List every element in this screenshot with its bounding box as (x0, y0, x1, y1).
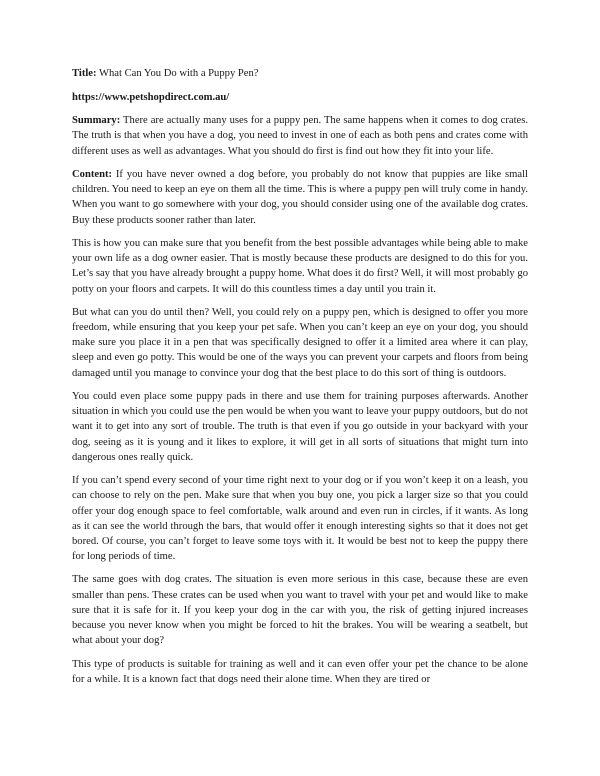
body-paragraph-1: This is how you can make sure that you benefit from the best possible advantages while being able to make your own life as a dog owner easier. That is mostly because these products are designed to do this for you. Let’s say that you have already brought a puppy home. What does it do first? Well, it will most probably go potty on your floors and carpets. It will do this countless times a day until you train it. (72, 238, 528, 295)
summary-label: Summary: (72, 115, 121, 127)
summary-text: There are actually many uses for a puppy pen. The same happens when it comes to dog crates. The truth is that when you have a dog, you need to invest in one of each as both pens and crates come with different uses as well as advantages. What you should do first is find out how they fit into your life. (72, 115, 528, 157)
body-paragraph-5: The same goes with dog crates. The situation is even more serious in this case, because these are even smaller than pens. These crates can be used when you want to travel with your pet and would like to make sure that it is safe for it. If you keep your dog in the car with you, the risk of getting injured increases because you never know when you might be forced to hit the brakes. You will be wearing a seatbelt, but what about your dog? (72, 574, 528, 646)
body-paragraph-3: You could even place some puppy pads in there and use them for training purposes afterwards. Another situation in which you could use the pen would be when you want to leave your puppy outdoors, but do not want it to get into any sort of trouble. The truth is that even if you go outside in your backyard with your dog, seeing as it is young and it likes to explore, it will get in all sorts of situations that might turn into dangerous ones really quick. (72, 391, 528, 463)
body-paragraph-4: If you can’t spend every second of your time right next to your dog or if you won’t keep it on a leash, you can choose to rely on the pen. Make sure that when you buy one, you pick a larger size so that you could offer your dog enough space to feel comfortable, walk around and even run in circles, if it wants. As long as it can see the world through the bars, that would offer it enough interesting sights so that it does not get bored. Of course, you can’t forget to leave some toys with it. It would be best not to keep the puppy there for long periods of time. (72, 475, 528, 562)
body-paragraph-2: But what can you do until then? Well, you could rely on a puppy pen, which is designed to offer you more freedom, while ensuring that you keep your pet safe. When you can’t keep an eye on your dog, you should make sure you place it in a pen that was specifically designed to offer it a limited area where it can play, sleep and even go potty. This would be one of the ways you can prevent your carpets and floors from being damaged until you manage to convince your dog that the best place to do this sort of thing is outdoors. (72, 307, 528, 379)
body-paragraph-6: This type of products is suitable for training as well and it can even offer your pet the chance to be alone for a while. It is a known fact that dogs need their alone time. When they are tired or (72, 658, 528, 685)
title-text: What Can You Do with a Puppy Pen? (99, 68, 259, 79)
document-page (72, 66, 528, 695)
summary-paragraph (72, 113, 528, 158)
content-paragraph (72, 167, 528, 227)
title-label: Title: (72, 68, 97, 79)
content-label: Content: (72, 169, 113, 181)
site-url: https://www.petshopdirect.com.au/ (72, 91, 230, 103)
content-text: If you have never owned a dog before, you probably do not know that puppies are like small children. You need to keep an eye on them all the time. This is where a puppy pen will truly come in handy. When you want to go somewhere with your dog, you should consider using one of the available dog crates. Buy these products sooner rather than later. (72, 169, 528, 226)
title-line (72, 66, 528, 81)
